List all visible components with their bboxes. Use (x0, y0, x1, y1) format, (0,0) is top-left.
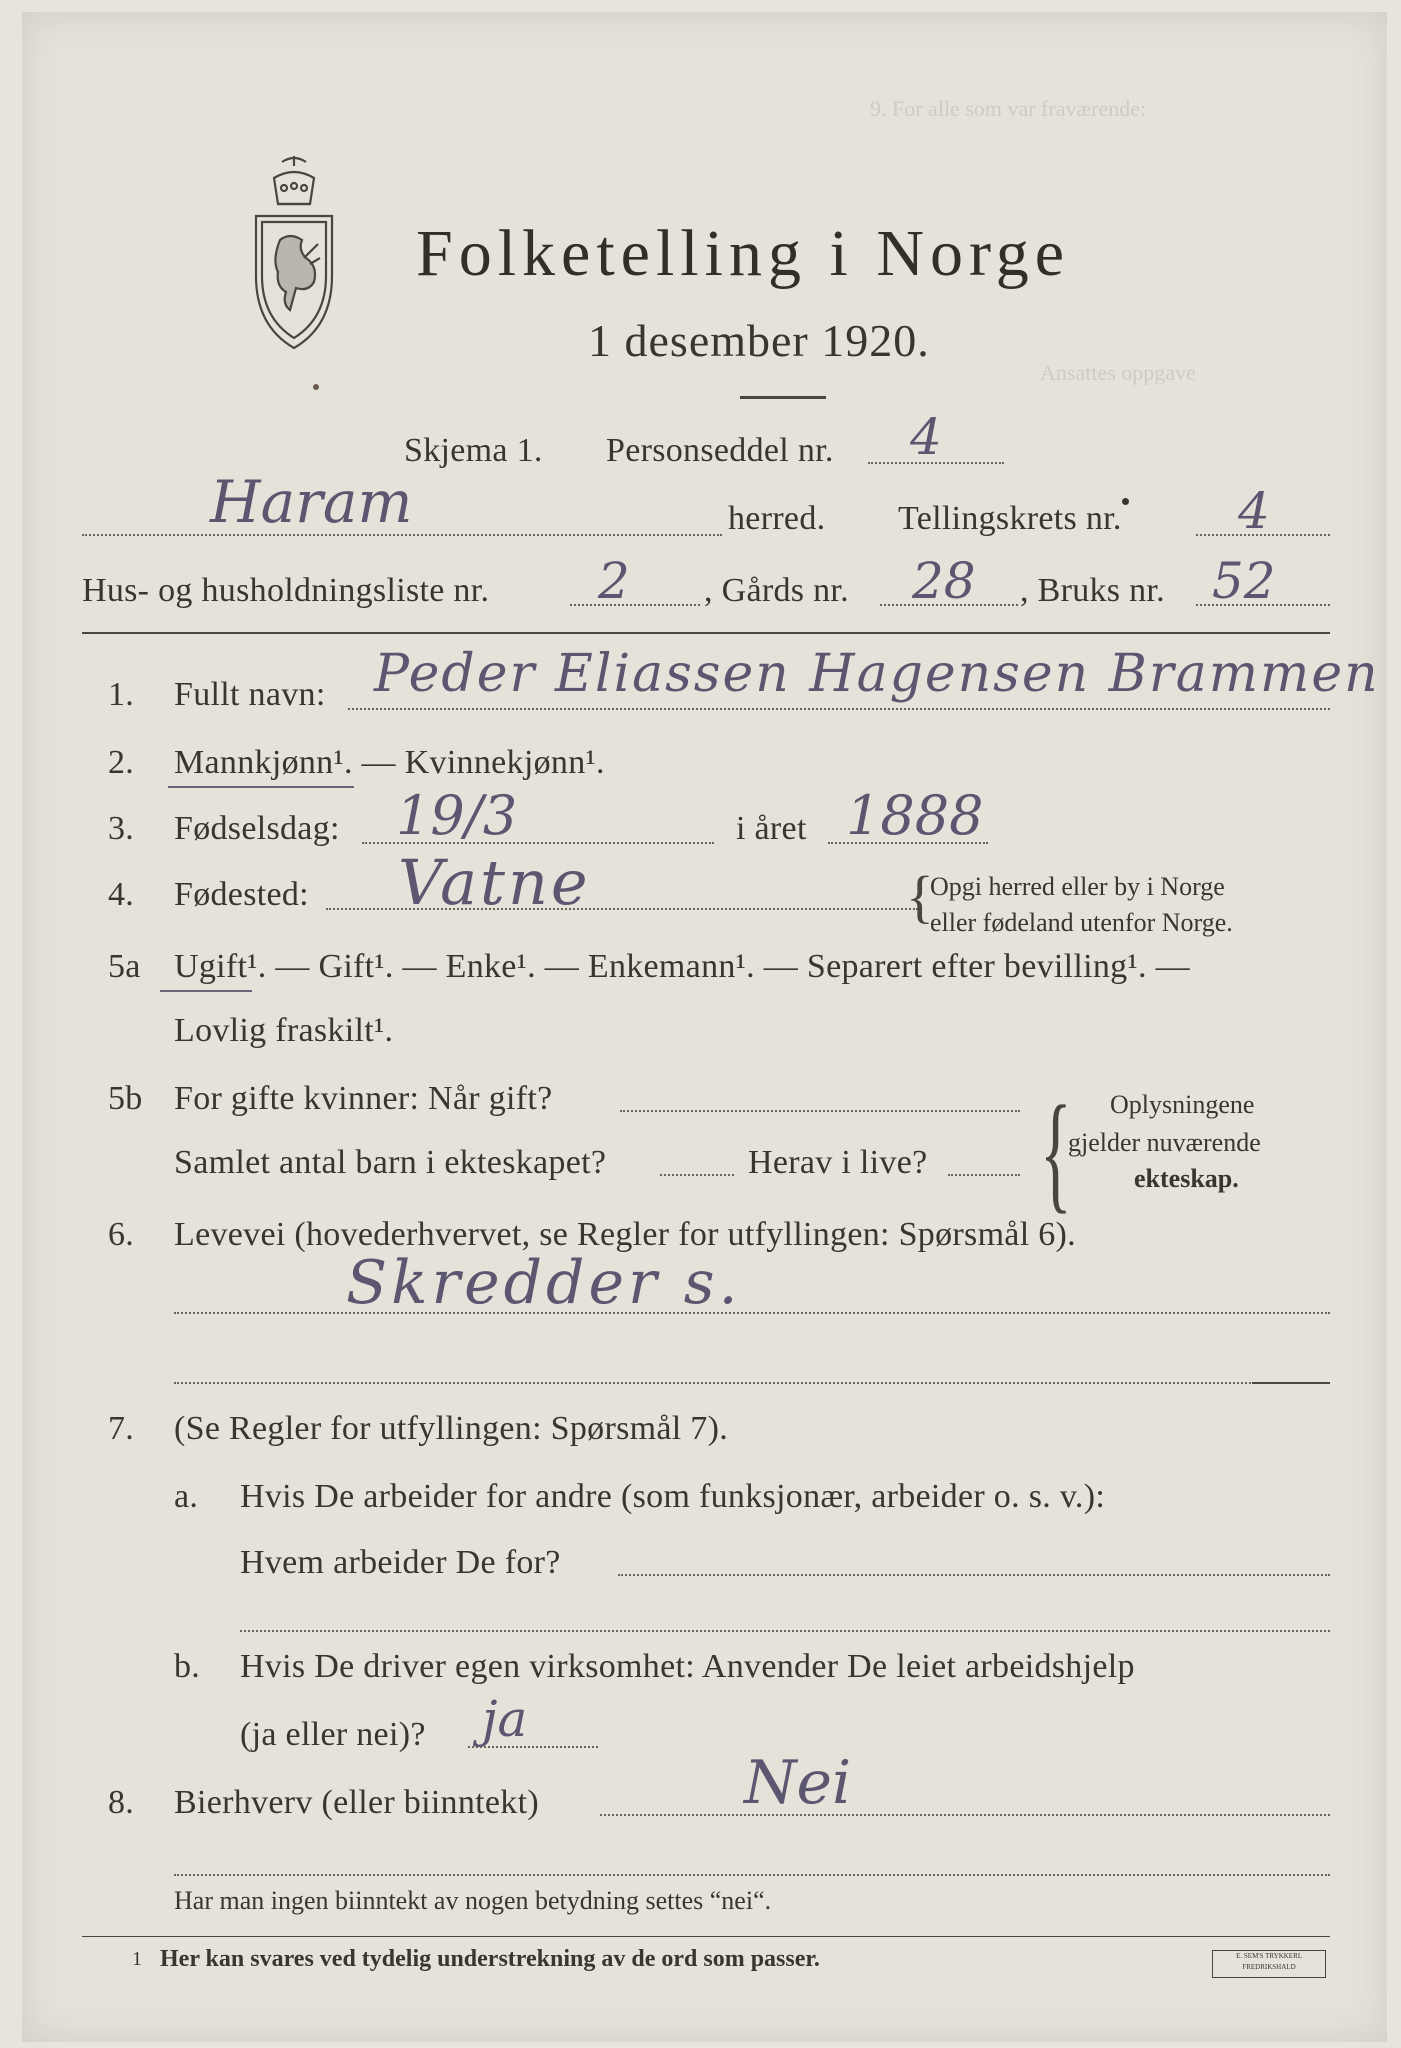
gender-underline-mannkjonn[interactable] (168, 786, 354, 788)
ink-speck (1122, 498, 1129, 505)
birth-year-label: i året (736, 810, 807, 847)
footnote-text: Her kan svares ved tydelig understrekning av de ord som passer. (160, 1946, 820, 1972)
children-count-label: Samlet antal barn i ekteskapet? (174, 1144, 607, 1181)
bleed-through-text: 9. For alle som var fraværende: (870, 96, 1147, 121)
q6-number: 6. (108, 1216, 135, 1253)
full-name-line (348, 708, 1330, 710)
note-brace: { (906, 864, 934, 929)
title-rule (740, 396, 826, 399)
occupation-value[interactable]: Skredder s. (346, 1248, 742, 1318)
employer-line-2 (240, 1630, 1330, 1632)
herred-label: herred. (728, 500, 826, 537)
herred-value[interactable]: Haram (210, 468, 413, 536)
q1-number: 1. (108, 676, 135, 713)
marriage-note-2: gjelder nuværende (1068, 1128, 1261, 1157)
printer-stamp: E. SEM'S TRYKKERI, FREDRIKSHALD (1212, 1950, 1326, 1978)
employer-label: Hvem arbeider De for? (240, 1544, 561, 1581)
side-income-label: Bierhverv (eller biinntekt) (174, 1784, 539, 1821)
personseddel-value[interactable]: 4 (910, 408, 942, 466)
q7b-letter: b. (174, 1648, 201, 1685)
side-income-line-2 (174, 1874, 1330, 1876)
hired-help-label: (ja eller nei)? (240, 1716, 426, 1753)
birthplace-note-2: eller fødeland utenfor Norge. (930, 908, 1233, 937)
side-income-value[interactable]: Nei (744, 1748, 852, 1818)
gards-value[interactable]: 28 (912, 552, 976, 610)
birthplace-note-1: Opgi herred eller by i Norge (930, 872, 1225, 901)
q4-label: Fødested: (174, 876, 309, 913)
q2-number: 2. (108, 744, 135, 781)
tellingskrets-value[interactable]: 4 (1238, 482, 1270, 540)
birthplace-value[interactable]: Vatne (398, 846, 591, 919)
q4-number: 4. (108, 876, 135, 913)
employer-question: Hvis De arbeider for andre (som funksjonær, arbeider o. s. v.): (240, 1478, 1106, 1515)
occupation-label: Levevei (hovederhvervet, se Regler for utfyllingen: Spørsmål 6). (174, 1216, 1076, 1253)
gards-label: , Gårds nr. (704, 572, 849, 609)
q3-label: Fødselsdag: (174, 810, 340, 847)
children-count-line (660, 1174, 734, 1176)
married-when-label: For gifte kvinner: Når gift? (174, 1080, 553, 1117)
employer-line-1 (618, 1574, 1330, 1576)
birth-year-value[interactable]: 1888 (846, 784, 984, 847)
marital-status-options-cont: Lovlig fraskilt¹. (174, 1012, 394, 1049)
full-name-value[interactable]: Peder Eliassen Hagensen Brammen (374, 644, 1380, 704)
marriage-note-1: Oplysningene (1110, 1090, 1255, 1119)
q7-number: 7. (108, 1410, 135, 1447)
tellingskrets-label: Tellingskrets nr. (898, 500, 1122, 537)
children-alive-line (948, 1174, 1020, 1176)
ink-speck (313, 384, 319, 390)
household-list-label: Hus- og husholdningsliste nr. (82, 572, 490, 609)
q5b-number: 5b (108, 1080, 143, 1117)
hired-help-value[interactable]: ja (482, 1690, 528, 1748)
side-income-note: Har man ingen biinntekt av nogen betydning settes “nei“. (174, 1886, 772, 1915)
footnote-divider (82, 1936, 1330, 1937)
note-brace: { (1040, 1078, 1072, 1225)
household-list-value[interactable]: 2 (598, 552, 630, 610)
form-title: Folketelling i Norge (416, 217, 1071, 290)
bruks-label: , Bruks nr. (1020, 572, 1165, 609)
q5a-number: 5a (108, 948, 141, 985)
q1-label: Fullt navn: (174, 676, 326, 713)
census-date: 1 desember 1920. (588, 315, 930, 366)
occupation-line-2 (174, 1382, 1330, 1384)
coat-of-arms-icon (244, 154, 344, 354)
bruks-value[interactable]: 52 (1212, 552, 1276, 610)
q3-number: 3. (108, 810, 135, 847)
marriage-note-3: ekteskap. (1134, 1164, 1239, 1193)
marital-underline-ugift[interactable] (160, 990, 252, 992)
occupation-line-end (1252, 1382, 1330, 1384)
bleed-through-text: Ansattes oppgave (1040, 360, 1196, 385)
children-alive-label: Herav i live? (748, 1144, 928, 1181)
married-when-line (620, 1110, 1020, 1112)
marital-status-options: Ugift¹. — Gift¹. — Enke¹. — Enkemann¹. — Separert efter bevilling¹. — (174, 948, 1190, 985)
birthday-value[interactable]: 19/3 (396, 784, 518, 847)
side-income-line-1 (600, 1814, 1330, 1816)
q8-number: 8. (108, 1784, 135, 1821)
q7-label: (Se Regler for utfyllingen: Spørsmål 7). (174, 1410, 729, 1447)
personseddel-label: Personseddel nr. (606, 432, 834, 469)
gender-options: Mannkjønn¹. — Kvinnekjønn¹. (174, 744, 605, 781)
schema-label: Skjema 1. (404, 432, 543, 469)
q7a-letter: a. (174, 1478, 199, 1515)
header-divider (82, 632, 1330, 634)
own-business-question: Hvis De driver egen virksomhet: Anvender De leiet arbeidshjelp (240, 1648, 1135, 1685)
footnote-mark: 1 (132, 1948, 142, 1970)
household-list-line (570, 604, 700, 606)
